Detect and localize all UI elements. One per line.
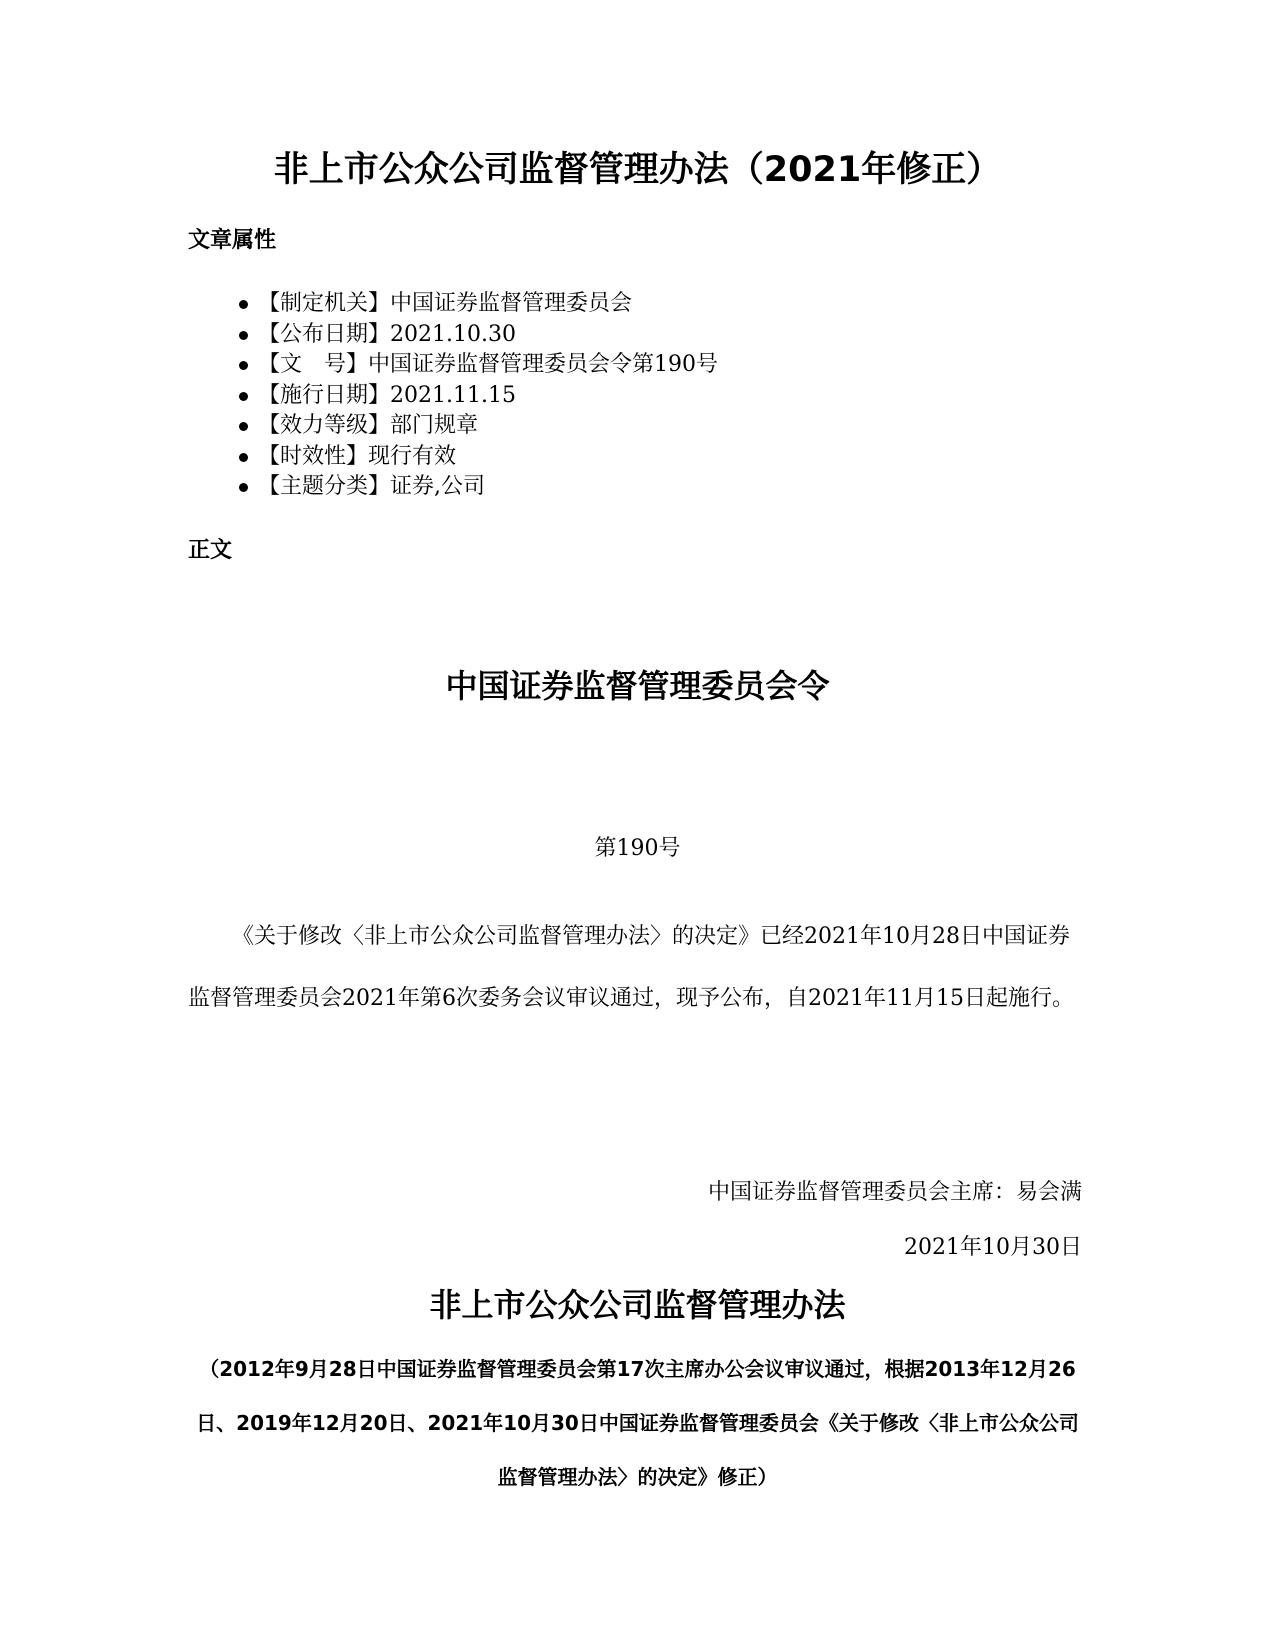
attributes-heading: 文章属性 [188, 228, 277, 253]
attribute-issuing-authority: 【制定机关】中国证券监督管理委员会 [243, 289, 718, 320]
attribute-effective-date: 【施行日期】2021.11.15 [243, 381, 718, 412]
signature-date: 2021年10月30日 [904, 1235, 1082, 1260]
signature-line: 中国证券监督管理委员会主席：易会满 [707, 1180, 1082, 1205]
attribute-validity: 【时效性】现行有效 [243, 442, 718, 473]
body-heading: 正文 [188, 538, 233, 563]
law-adoption-note: （2012年9月28日中国证券监督管理委员会第17次主席办公会议审议通过，根据2013年12月26日、2019年12月20日、2021年10月30日中国证券监督管理委员会《关于修改〈非上市公众公司监督管理办法〉的决定》修正） [196, 1357, 1079, 1489]
attribute-category: 【主题分类】证券,公司 [243, 472, 718, 503]
attribute-publish-date: 【公布日期】2021.10.30 [243, 320, 718, 351]
order-body-paragraph: 《关于修改〈非上市公众公司监督管理办法〉的决定》已经2021年10月28日中国证券监督管理委员会2021年第6次委务会议审议通过，现予公布，自2021年11月15日起施行。 [188, 924, 1074, 1011]
attributes-list [243, 289, 718, 503]
document-title: 非上市公众公司监督管理办法（2021年修正） [273, 150, 1002, 190]
order-number: 第190号 [594, 836, 681, 861]
attribute-document-number: 【文 号】中国证券监督管理委员会令第190号 [243, 350, 718, 381]
order-title: 中国证券监督管理委员会令 [445, 667, 830, 705]
attribute-legal-level: 【效力等级】部门规章 [243, 411, 718, 442]
law-title: 非上市公众公司监督管理办法 [429, 1286, 846, 1324]
